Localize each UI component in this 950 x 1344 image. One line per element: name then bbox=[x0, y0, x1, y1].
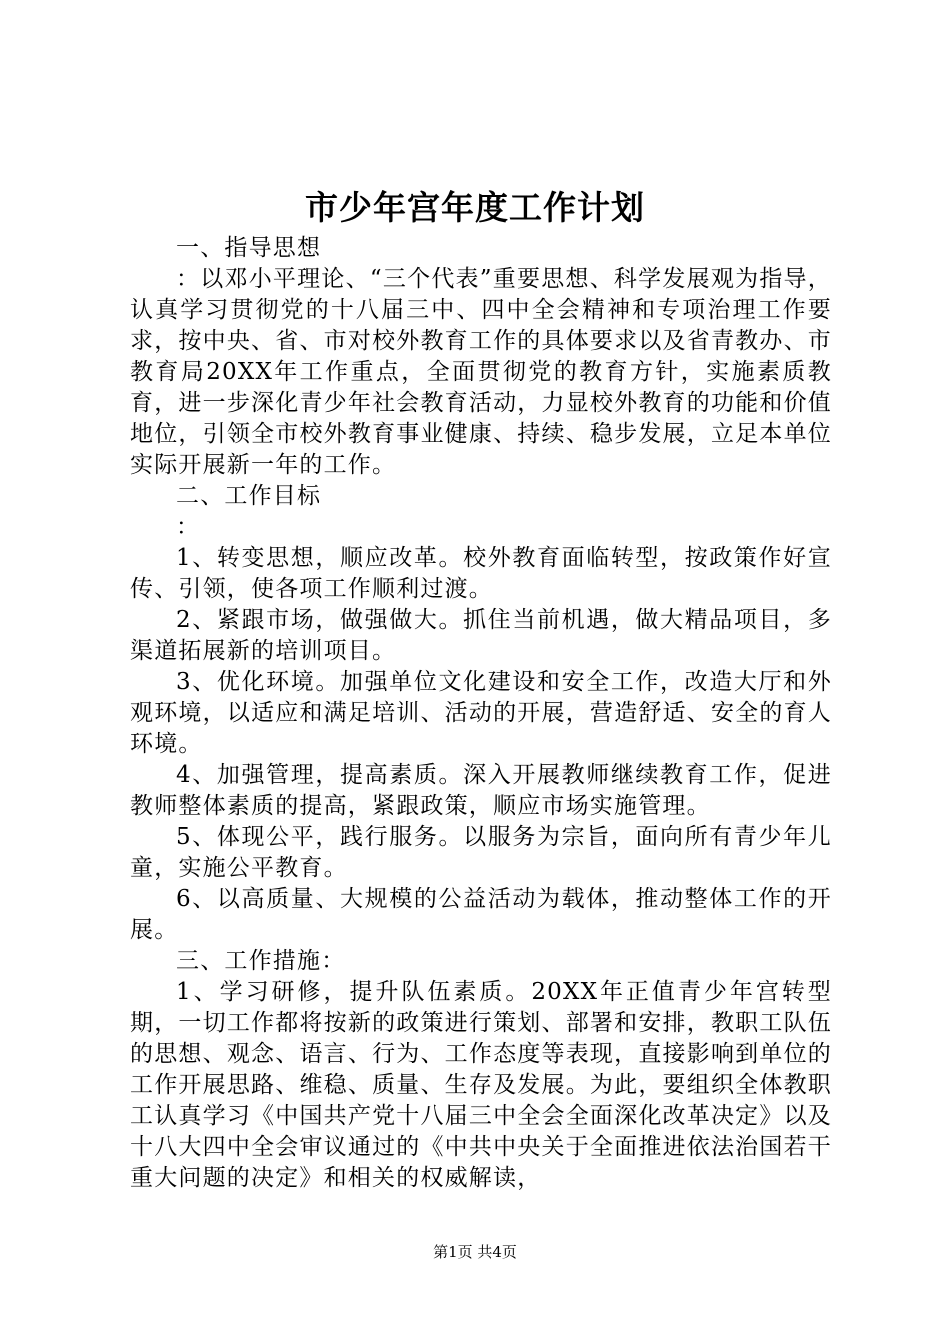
goal-item-3: 3、优化环境。加强单位文化建设和安全工作，改造大厅和外观环境，以适应和满足培训、活动的开展，营造舒适、安全的育人环境。 bbox=[130, 669, 832, 757]
page-number-footer: 第1页 共4页 bbox=[433, 1243, 517, 1261]
measure-item-1: 1、学习研修，提升队伍素质。20XX年正值青少年宫转型期，一切工作都将按新的政策进行策划、部署和安排，教职工队伍的思想、观念、语言、行为、工作态度等表现，直接影响到单位的工作开展思路、维稳、质量、生存及发展。为此，要组织全体教职工认真学习《中国共产党十八届三中全会全面深化改革决定》以及十八大四中全会审议通过的《中共中央关于全面推进依法治国若干重大问题的决定》和相关的权威解读， bbox=[130, 979, 832, 1191]
section-heading-guiding-ideology: 一、指导思想 bbox=[176, 235, 322, 261]
goal-item-4: 4、加强管理，提高素质。深入开展教师继续教育工作，促进教师整体素质的提高，紧跟政策，顺应市场实施管理。 bbox=[130, 762, 832, 819]
paragraph-guiding-ideology: ：以邓小平理论、“三个代表”重要思想、科学发展观为指导，认真学习贯彻党的十八届三中、四中全会精神和专项治理工作要求，按中央、省、市对校外教育工作的具体要求以及省青教办、市教育局20XX年工作重点，全面贯彻党的教育方针，实施素质教育，进一步深化青少年社会教育活动，力显校外教育的功能和价值地位，引领全市校外教育事业健康、持续、稳步发展，立足本单位实际开展新一年的工作。 bbox=[130, 266, 832, 478]
section-heading-work-goals: 二、工作目标 bbox=[176, 483, 322, 509]
goal-item-6: 6、以高质量、大规模的公益活动为载体，推动整体工作的开展。 bbox=[130, 886, 832, 943]
document-title: 市少年宫年度工作计划 bbox=[305, 188, 645, 227]
goal-item-1: 1、转变思想，顺应改革。校外教育面临转型，按政策作好宣传、引领，使各项工作顺利过渡。 bbox=[130, 545, 832, 602]
goal-item-5: 5、体现公平，践行服务。以服务为宗旨，面向所有青少年儿童，实施公平教育。 bbox=[130, 824, 832, 881]
document-body bbox=[130, 233, 832, 1194]
paragraph-colon: ： bbox=[176, 514, 201, 540]
section-heading-work-measures: 三、工作措施： bbox=[176, 948, 346, 974]
goal-item-2: 2、紧跟市场，做强做大。抓住当前机遇，做大精品项目，多渠道拓展新的培训项目。 bbox=[130, 607, 832, 664]
